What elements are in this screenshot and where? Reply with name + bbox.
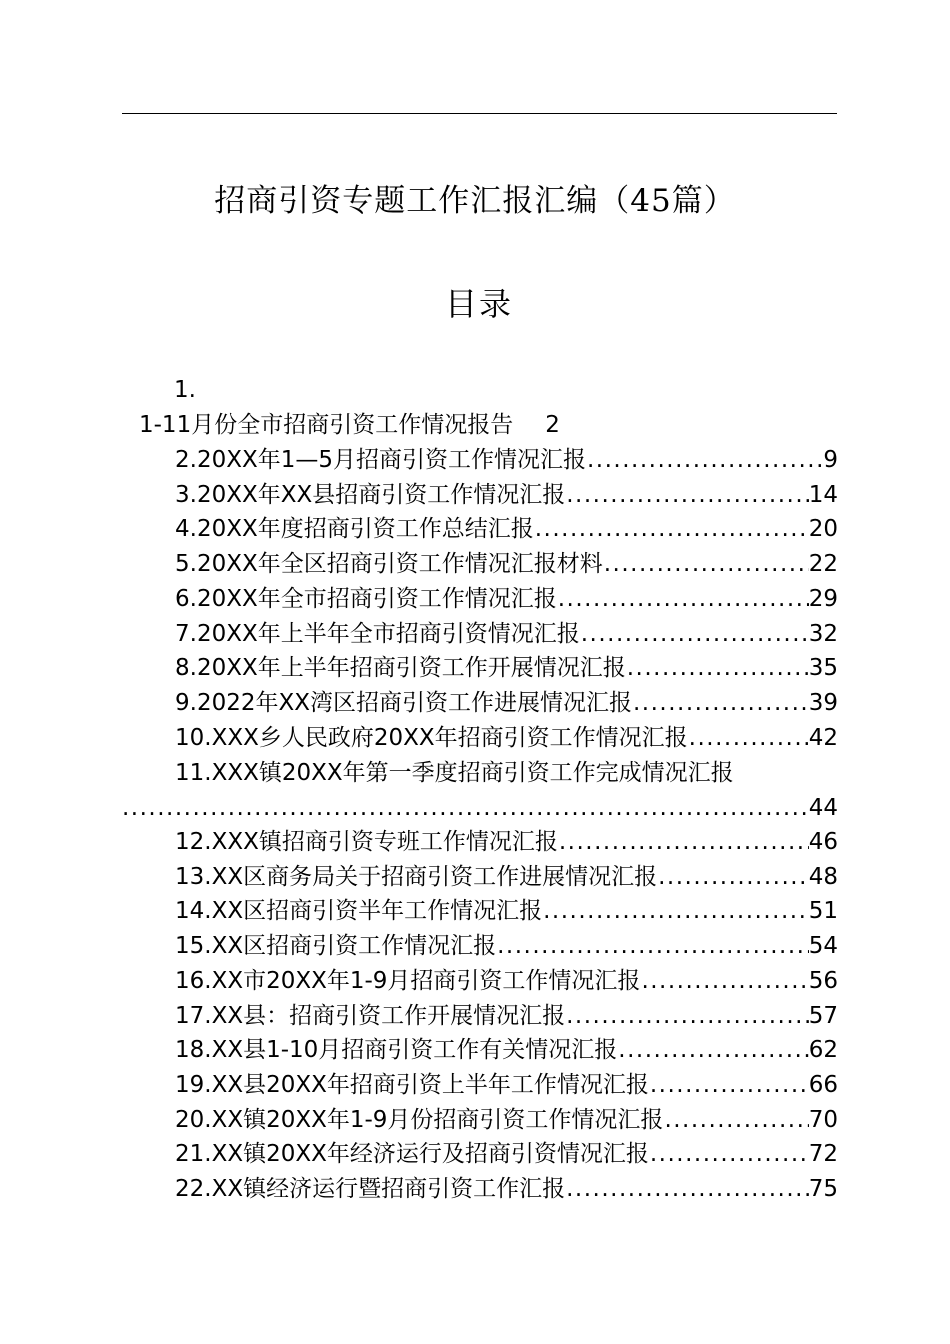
toc-entry[interactable] xyxy=(175,721,838,755)
toc-entry-label: 7.20XX年上半年全市招商引资情况汇报 xyxy=(175,621,580,647)
toc-entry[interactable] xyxy=(175,547,838,581)
toc-entry-page: 35 xyxy=(808,655,838,681)
toc-entry-label: 17.XX县：招商引资工作开展情况汇报 xyxy=(175,1003,566,1029)
toc-entry-label: 20.XX镇20XX年1-9月份招商引资工作情况汇报 xyxy=(175,1107,664,1133)
toc-entry-label: 14.XX区招商引资半年工作情况汇报 xyxy=(175,898,543,924)
toc-entry[interactable] xyxy=(175,582,838,616)
toc-entry-label: 15.XX区招商引资工作情况汇报 xyxy=(175,933,497,959)
toc-entry-page: 20 xyxy=(808,516,838,542)
dot-leader xyxy=(657,860,809,894)
toc-entry-label: 2.20XX年1—5月招商引资工作情况汇报 xyxy=(175,447,586,473)
toc-entry-label: 13.XX区商务局关于招商引资工作进展情况汇报 xyxy=(175,864,658,890)
toc-entry-page: 39 xyxy=(808,690,838,716)
dot-leader xyxy=(122,791,809,825)
dot-leader xyxy=(565,1172,809,1206)
toc-entry[interactable] xyxy=(175,894,838,928)
dot-leader xyxy=(565,478,808,512)
toc-entry-page: 66 xyxy=(808,1072,838,1098)
dot-leader xyxy=(617,1033,808,1067)
dot-leader xyxy=(558,825,809,859)
toc-entry-label: 8.20XX年上半年招商引资工作开展情况汇报 xyxy=(175,655,626,681)
toc-entry-label: 9.2022年XX湾区招商引资工作进展情况汇报 xyxy=(175,690,632,716)
toc-entry-page: 46 xyxy=(808,829,838,855)
toc-entry[interactable] xyxy=(175,478,838,512)
toc-entry-page: 42 xyxy=(808,725,838,751)
toc-entry-page: 75 xyxy=(808,1176,838,1202)
toc-entry[interactable] xyxy=(175,929,838,963)
dot-leader xyxy=(626,651,809,685)
toc-entry[interactable] xyxy=(175,1103,838,1137)
document-title-main: 招商引资专题工作汇报汇编（ xyxy=(214,183,631,219)
toc-entry-label: 6.20XX年全市招商引资工作情况汇报 xyxy=(175,586,557,612)
toc-entry[interactable] xyxy=(175,512,838,546)
toc-entry-label: 10.XXX乡人民政府20XX年招商引资工作情况汇报 xyxy=(175,725,688,751)
toc-entry-page: 56 xyxy=(808,968,838,994)
toc-entry-11[interactable] xyxy=(175,756,734,790)
toc-entry-page: 14 xyxy=(808,482,838,508)
dot-leader xyxy=(688,721,809,755)
toc-entry[interactable] xyxy=(175,999,838,1033)
dot-leader xyxy=(542,894,809,928)
toc-entry-label: 18.XX县1-10月招商引资工作有关情况汇报 xyxy=(175,1037,618,1063)
dot-leader xyxy=(640,964,808,998)
toc-entry-page: 62 xyxy=(808,1037,838,1063)
toc-entry[interactable] xyxy=(175,825,838,859)
toc-entry-page: 54 xyxy=(808,933,838,959)
toc-heading: 目录 xyxy=(444,285,513,323)
toc-entry[interactable] xyxy=(175,860,838,894)
toc-entry-label: 21.XX镇20XX年经济运行及招商引资情况汇报 xyxy=(175,1141,649,1167)
dot-leader xyxy=(632,686,809,720)
toc-entry-label: 19.XX县20XX年招商引资上半年工作情况汇报 xyxy=(175,1072,649,1098)
toc-entry[interactable] xyxy=(175,686,838,720)
toc-entry-page: 2 xyxy=(545,412,560,438)
document-title-tail: 篇） xyxy=(671,183,736,219)
toc-entry-page: 48 xyxy=(808,864,838,890)
toc-entry-page: 51 xyxy=(808,898,838,924)
dot-leader xyxy=(580,617,809,651)
toc-entry-label: 11.XXX镇20XX年第一季度招商引资工作完成情况汇报 xyxy=(175,760,734,786)
toc-entry-page: 29 xyxy=(808,586,838,612)
dot-leader xyxy=(565,999,809,1033)
document-title xyxy=(0,172,950,230)
toc-entry[interactable] xyxy=(175,1172,838,1206)
dot-leader xyxy=(534,512,809,546)
dot-leader xyxy=(663,1103,808,1137)
document-title-count: 45 xyxy=(630,183,672,219)
toc-entry-1-number[interactable]: 1. xyxy=(174,377,196,403)
toc-entry[interactable] xyxy=(175,1068,838,1102)
dot-leader xyxy=(557,582,809,616)
toc-entry-page: 70 xyxy=(808,1107,838,1133)
dot-leader xyxy=(649,1068,809,1102)
toc-entry-page: 9 xyxy=(823,447,838,473)
toc-entry-label: 3.20XX年XX县招商引资工作情况汇报 xyxy=(175,482,566,508)
toc-entry[interactable] xyxy=(175,443,838,477)
toc-entry-label: 22.XX镇经济运行暨招商引资工作汇报 xyxy=(175,1176,566,1202)
toc-entry-1[interactable] xyxy=(139,408,560,442)
toc-entry-11-continuation[interactable] xyxy=(122,791,838,825)
dot-leader xyxy=(496,929,809,963)
toc-entry[interactable] xyxy=(175,651,838,685)
toc-entry-label: 16.XX市20XX年1-9月招商引资工作情况汇报 xyxy=(175,968,641,994)
toc-entry-label: 1-11月份全市招商引资工作情况报告 xyxy=(139,412,514,438)
toc-entry[interactable] xyxy=(175,1033,838,1067)
toc-entry-label: 12.XXX镇招商引资专班工作情况汇报 xyxy=(175,829,558,855)
toc-entry[interactable] xyxy=(175,1137,838,1171)
toc-entry[interactable] xyxy=(175,617,838,651)
toc-entry-page: 57 xyxy=(808,1003,838,1029)
toc-entry-label: 5.20XX年全区招商引资工作情况汇报材料 xyxy=(175,551,603,577)
toc-entry-page: 44 xyxy=(808,795,838,821)
toc-entry[interactable] xyxy=(175,964,838,998)
toc-entry-label: 4.20XX年度招商引资工作总结汇报 xyxy=(175,516,534,542)
toc-entry-page: 72 xyxy=(808,1141,838,1167)
dot-leader xyxy=(586,443,823,477)
toc-entry-page: 22 xyxy=(808,551,838,577)
toc-entry-page: 32 xyxy=(808,621,838,647)
dot-leader xyxy=(603,547,809,581)
dot-leader xyxy=(649,1137,809,1171)
header-rule xyxy=(122,113,837,114)
